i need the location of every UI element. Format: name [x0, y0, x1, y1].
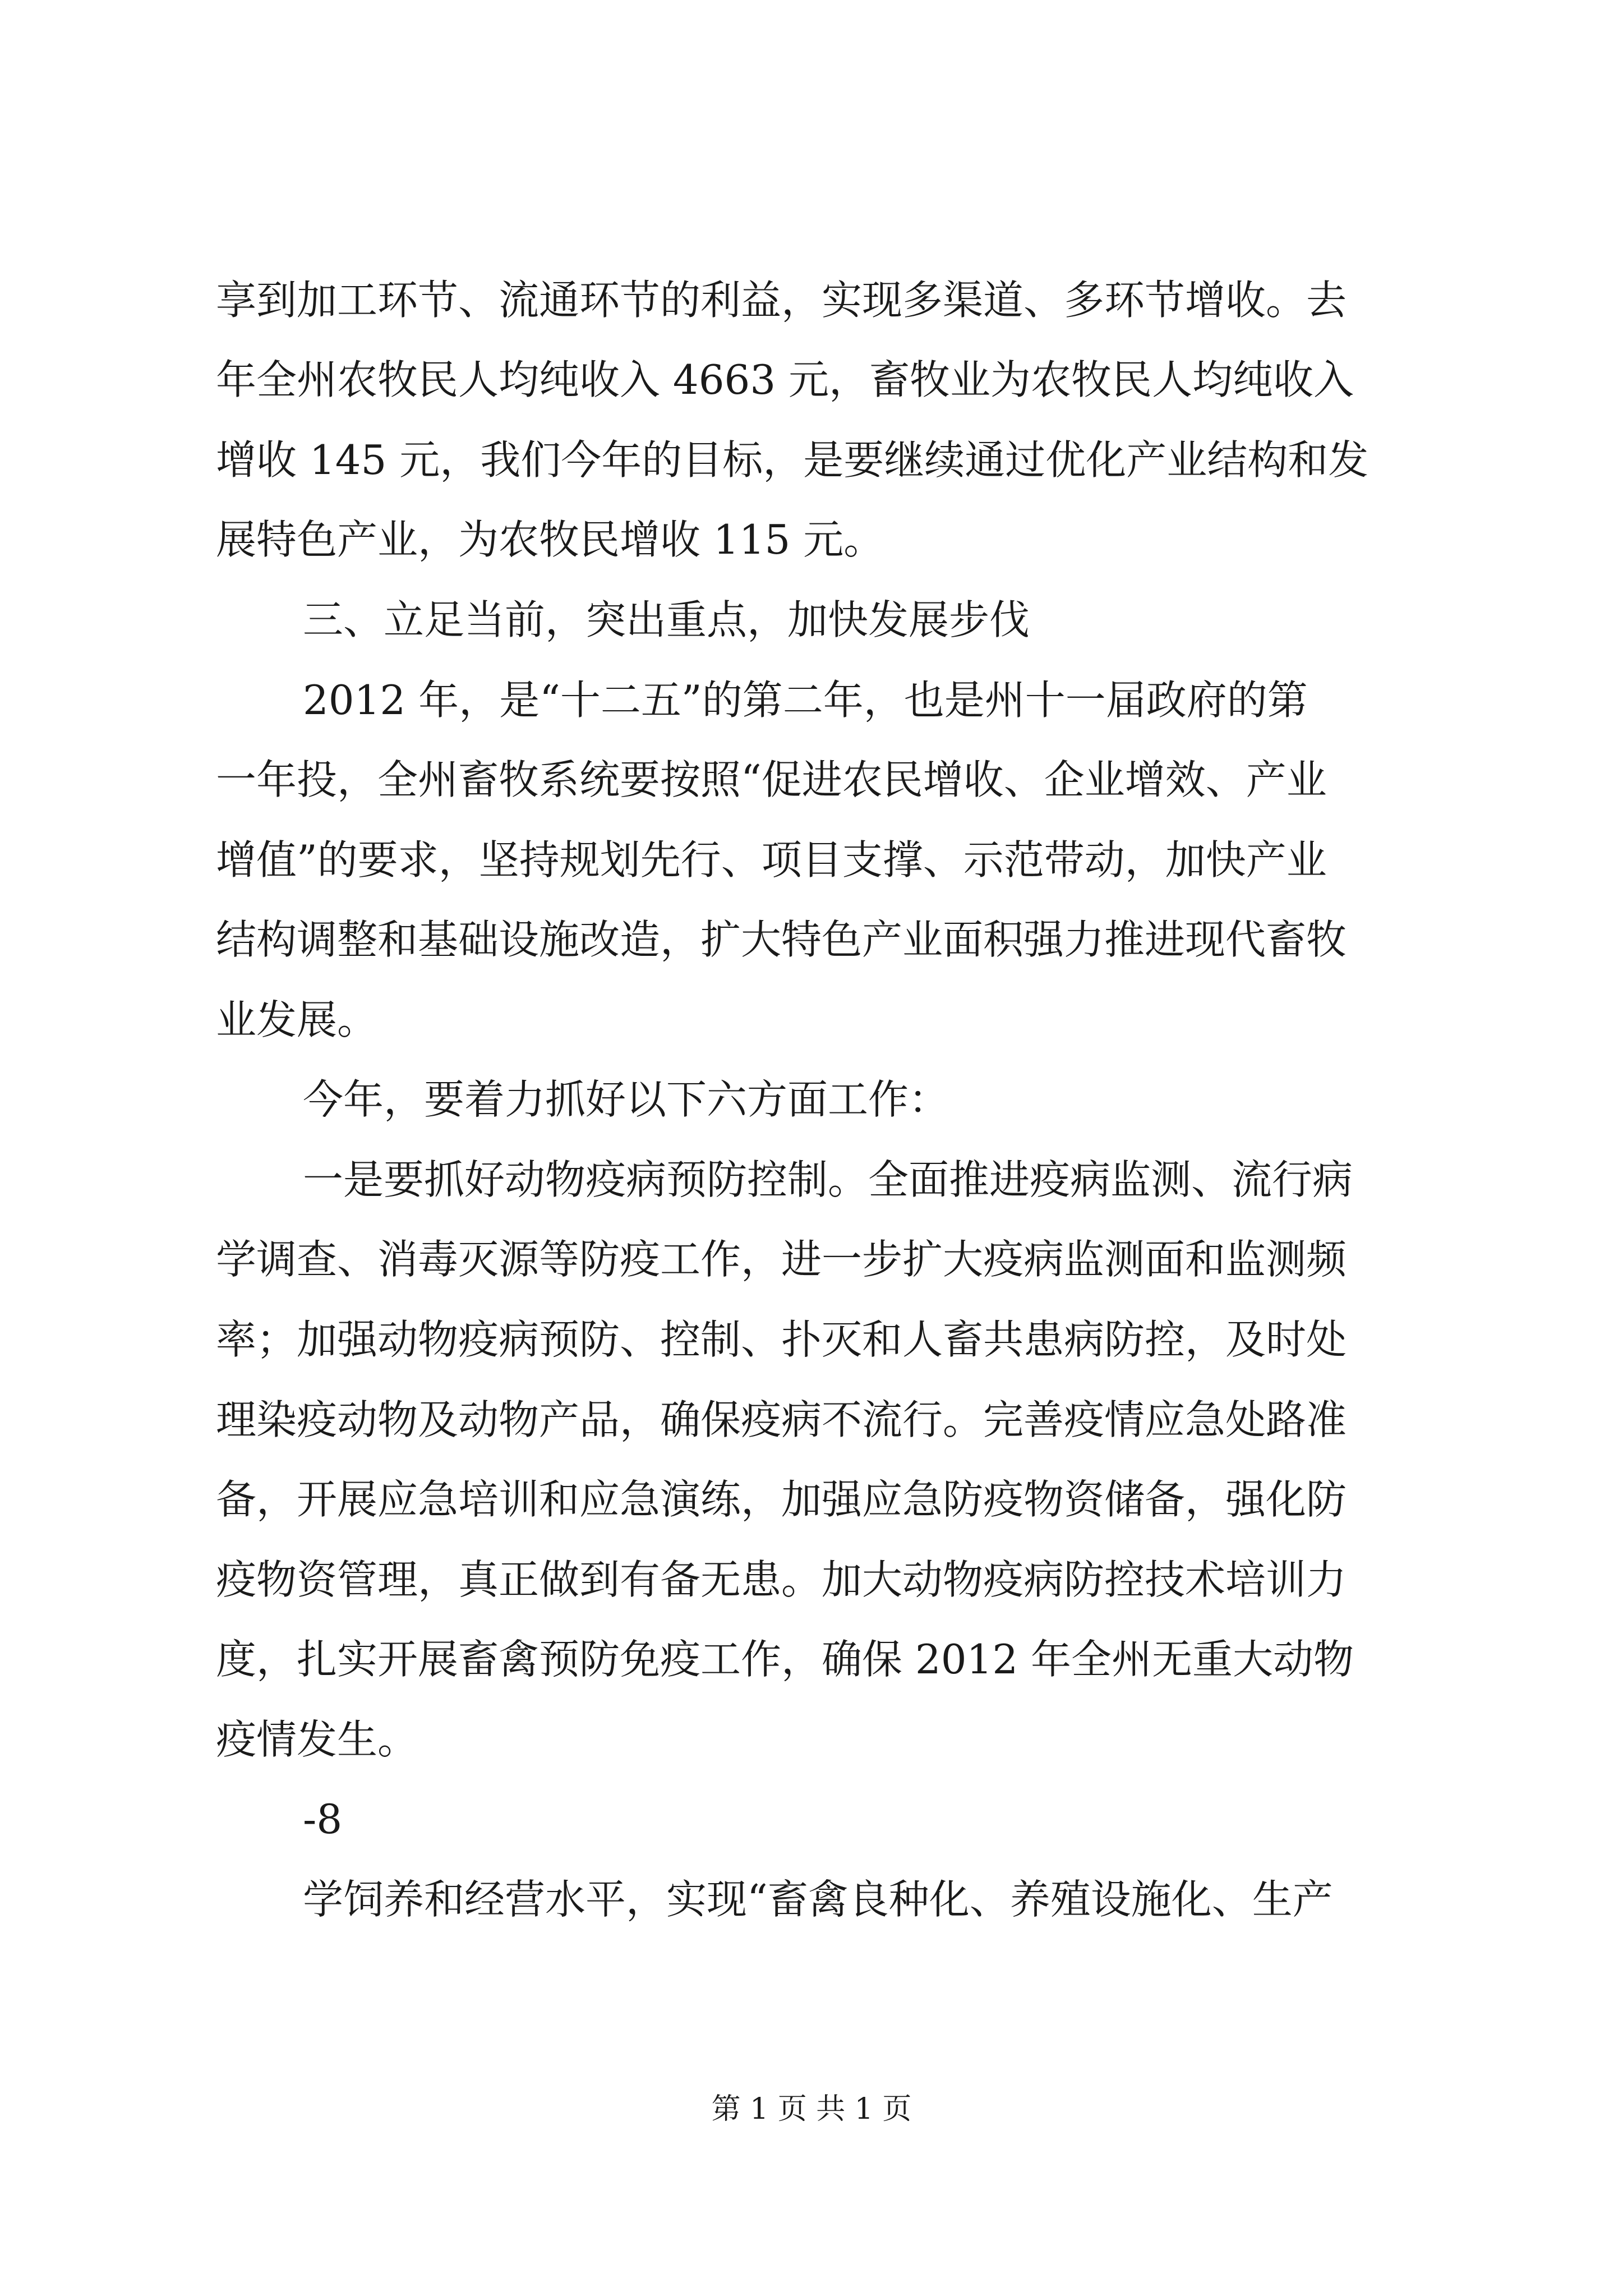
- line-text: 学饲养和经营水平，实现“畜禽良种化、养殖设施化、生产: [303, 1876, 1333, 1923]
- line-text: 增值”的要求，坚持规划先行、项目支撑、示范带动，加快产业: [216, 836, 1327, 884]
- text-line: [0, 1860, 1623, 1939]
- line-text: 理染疫动物及动物产品，确保疫病不流行。完善疫情应急处路准: [216, 1396, 1347, 1443]
- text-line: [0, 421, 1623, 499]
- line-text: 一是要抓好动物疫病预防控制。全面推进疫病监测、流行病: [303, 1156, 1353, 1203]
- text-line: [0, 1700, 1623, 1779]
- text-line: [0, 1300, 1623, 1379]
- text-line: [0, 981, 1623, 1059]
- line-text: 享到加工环节、流通环节的利益，实现多渠道、多环节增收。去: [216, 277, 1347, 324]
- line-text: 展特色产业，为农牧民增收 115 元。: [216, 516, 884, 563]
- line-text: 年全州农牧民人均纯收入 4663 元，畜牧业为农牧民人均纯收入: [216, 356, 1354, 403]
- page-marker: [0, 1780, 1623, 1858]
- text-line: [0, 1460, 1623, 1539]
- text-line: [0, 341, 1623, 419]
- line-text: 2012 年，是“十二五”的第二年，也是州十一届政府的第: [303, 677, 1308, 724]
- text-line: [0, 1140, 1623, 1219]
- line-text: 疫情发生。: [216, 1716, 418, 1763]
- text-line: [0, 821, 1623, 899]
- line-text: 结构调整和基础设施改造，扩大特色产业面积强力推进现代畜牧: [216, 916, 1347, 963]
- text-line: [0, 1540, 1623, 1619]
- line-text: 备，开展应急培训和应急演练，加强应急防疫物资储备，强化防: [216, 1476, 1347, 1523]
- line-text: 率；加强动物疫病预防、控制、扑灭和人畜共患病防控，及时处: [216, 1316, 1347, 1363]
- text-line: [0, 1060, 1623, 1139]
- heading-text: 三、立足当前，突出重点，加快发展步伐: [303, 596, 1030, 643]
- text-line: [0, 500, 1623, 579]
- line-text: 度，扎实开展畜禽预防免疫工作，确保 2012 年全州无重大动物: [216, 1636, 1354, 1683]
- text-line: [0, 1620, 1623, 1699]
- section-heading: [0, 581, 1623, 659]
- line-text: 疫物资管理，真正做到有备无患。加大动物疫病防控技术培训力: [216, 1556, 1347, 1603]
- line-text: 学调查、消毒灭源等防疫工作，进一步扩大疫病监测面和监测频: [216, 1236, 1347, 1283]
- text-line: [0, 740, 1623, 819]
- page-footer: 第 1 页 共 1 页: [711, 2092, 912, 2126]
- page-marker-text: -8: [303, 1796, 343, 1843]
- line-text: 今年，要着力抓好以下六方面工作：: [303, 1076, 949, 1123]
- line-text: 一年投，全州畜牧系统要按照“促进农民增收、企业增效、产业: [216, 756, 1327, 803]
- line-text: 业发展。: [216, 996, 378, 1043]
- text-line: [0, 1381, 1623, 1459]
- line-text: 增收 145 元，我们今年的目标，是要继续通过优化产业结构和发: [216, 436, 1369, 484]
- text-line: [0, 261, 1623, 339]
- text-line: [0, 1220, 1623, 1299]
- text-line: [0, 661, 1623, 739]
- text-line: [0, 900, 1623, 979]
